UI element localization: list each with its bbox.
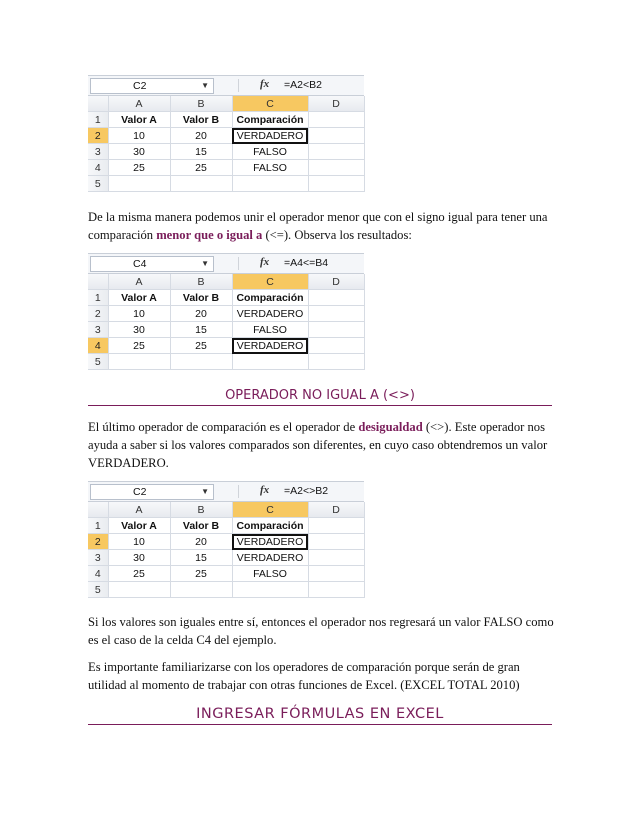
column-header-d[interactable]: D: [308, 502, 364, 518]
cell-grid: [88, 274, 365, 370]
cell[interactable]: Valor A: [108, 518, 170, 534]
row-header[interactable]: 5: [88, 582, 108, 598]
formula-bar: [88, 76, 364, 96]
paragraph-2-text-a: El último operador de comparación es el operador de: [88, 420, 359, 434]
cell[interactable]: [170, 354, 232, 370]
name-box[interactable]: [90, 78, 214, 94]
formula-bar: [88, 254, 364, 274]
cell[interactable]: VERDADERO: [232, 128, 308, 144]
section-heading-no-igual-text: OPERADOR NO IGUAL A (<>): [225, 388, 415, 403]
column-header-row: [88, 274, 364, 290]
formula-bar: [88, 482, 364, 502]
cell[interactable]: FALSO: [232, 160, 308, 176]
table-row: [88, 144, 364, 160]
table-row: [88, 534, 364, 550]
cell[interactable]: [308, 550, 364, 566]
row-header[interactable]: 3: [88, 322, 108, 338]
row-header[interactable]: 3: [88, 144, 108, 160]
cell[interactable]: [308, 354, 364, 370]
table-row: [88, 128, 364, 144]
cell[interactable]: VERDADERO: [232, 306, 308, 322]
column-header-c[interactable]: C: [232, 274, 308, 290]
table-row: [88, 322, 364, 338]
column-header-c[interactable]: C: [232, 502, 308, 518]
heading-rule: [88, 405, 552, 406]
paragraph-2-text-b: (<>). Este operador nos ayuda a saber si los valores comparados son diferentes, en cuyo caso obtendremos un valor VERDADERO.: [88, 420, 548, 470]
cell[interactable]: 10: [108, 306, 170, 322]
cell[interactable]: VERDADERO: [232, 338, 308, 354]
paragraph-3: Si los valores son iguales entre sí, entonces el operador nos regresará un valor FALSO como es el caso de la celda C4 del ejemplo.: [88, 615, 554, 647]
name-box[interactable]: [90, 256, 214, 272]
section-heading-ingresar-formulas-text: INGRESAR FÓRMULAS EN EXCEL: [196, 706, 444, 722]
table-row: [88, 160, 364, 176]
cell[interactable]: FALSO: [232, 566, 308, 582]
row-header[interactable]: 2: [88, 306, 108, 322]
cell[interactable]: Valor B: [170, 112, 232, 128]
column-header-a[interactable]: A: [108, 96, 170, 112]
column-header-d[interactable]: D: [308, 274, 364, 290]
paragraph-1-text-a: De la misma manera podemos unir el operador menor que con el signo igual para tener una comparación: [88, 210, 548, 242]
table-row: [88, 306, 364, 322]
cell[interactable]: Valor B: [170, 518, 232, 534]
cell[interactable]: 25: [108, 338, 170, 354]
row-header[interactable]: 5: [88, 354, 108, 370]
cell[interactable]: Comparación: [232, 518, 308, 534]
table-row: [88, 112, 364, 128]
table-row: [88, 176, 364, 192]
row-header[interactable]: 2: [88, 128, 108, 144]
section-heading-no-igual: [88, 388, 552, 403]
function-icon[interactable]: fx: [260, 484, 270, 496]
paragraph-4: Es importante familiarizarse con los operadores de comparación porque serán de gran utilidad al momento de trabajar con otras funciones de Excel. (EXCEL TOTAL 2010): [88, 660, 520, 692]
function-icon[interactable]: fx: [260, 78, 270, 90]
row-header[interactable]: 3: [88, 550, 108, 566]
spreadsheet-1: [88, 75, 364, 192]
cell[interactable]: [308, 144, 364, 160]
column-header-c[interactable]: C: [232, 96, 308, 112]
cell[interactable]: [308, 566, 364, 582]
select-all-corner[interactable]: [88, 96, 108, 112]
column-header-b[interactable]: B: [170, 96, 232, 112]
cell[interactable]: 10: [108, 128, 170, 144]
name-box-ref: C4: [133, 258, 147, 270]
cell[interactable]: [232, 176, 308, 192]
cell[interactable]: [108, 176, 170, 192]
cell[interactable]: [170, 176, 232, 192]
cell[interactable]: 30: [108, 144, 170, 160]
row-header[interactable]: 1: [88, 518, 108, 534]
formula-input[interactable]: =A2<>B2: [284, 485, 329, 497]
cell[interactable]: VERDADERO: [232, 550, 308, 566]
table-row: [88, 550, 364, 566]
cell[interactable]: 25: [170, 160, 232, 176]
cell[interactable]: VERDADERO: [232, 534, 308, 550]
paragraph-1: [88, 208, 558, 244]
cell[interactable]: FALSO: [232, 144, 308, 160]
table-row: [88, 518, 364, 534]
cell[interactable]: [308, 322, 364, 338]
cell[interactable]: [308, 518, 364, 534]
chevron-down-icon[interactable]: ▼: [201, 259, 209, 268]
term-desigualdad: desigualdad: [358, 420, 423, 434]
cell[interactable]: [308, 534, 364, 550]
row-header[interactable]: 5: [88, 176, 108, 192]
chevron-down-icon[interactable]: ▼: [201, 81, 209, 90]
column-header-row: [88, 502, 364, 518]
cell[interactable]: Comparación: [232, 290, 308, 306]
cell[interactable]: Valor A: [108, 112, 170, 128]
row-header[interactable]: 4: [88, 338, 108, 354]
column-header-a[interactable]: A: [108, 274, 170, 290]
cell[interactable]: 25: [170, 566, 232, 582]
formula-bar-divider: [238, 485, 239, 498]
spreadsheet-3: [88, 481, 364, 598]
cell[interactable]: [108, 582, 170, 598]
term-menor-que-o-igual: menor que o igual a: [156, 228, 263, 242]
cell-grid: [88, 96, 365, 192]
row-header[interactable]: 4: [88, 160, 108, 176]
heading-rule: [88, 724, 552, 725]
select-all-corner[interactable]: [88, 274, 108, 290]
paragraph-1-text-b: (<=). Observa los resultados:: [262, 228, 412, 242]
table-row: [88, 290, 364, 306]
cell[interactable]: 25: [170, 338, 232, 354]
row-header[interactable]: 1: [88, 112, 108, 128]
table-row: [88, 354, 364, 370]
cell[interactable]: Valor A: [108, 290, 170, 306]
cell[interactable]: [170, 582, 232, 598]
cell[interactable]: [308, 306, 364, 322]
chevron-down-icon[interactable]: ▼: [201, 487, 209, 496]
table-row: [88, 338, 364, 354]
cell[interactable]: FALSO: [232, 322, 308, 338]
cell-grid: [88, 502, 365, 598]
cell[interactable]: 20: [170, 534, 232, 550]
cell[interactable]: [308, 338, 364, 354]
cell[interactable]: [232, 582, 308, 598]
cell[interactable]: 20: [170, 306, 232, 322]
cell[interactable]: [308, 128, 364, 144]
cell[interactable]: 20: [170, 128, 232, 144]
column-header-d[interactable]: D: [308, 96, 364, 112]
name-box-ref: C2: [133, 80, 147, 92]
cell[interactable]: [308, 290, 364, 306]
cell[interactable]: 15: [170, 322, 232, 338]
table-row: [88, 566, 364, 582]
cell[interactable]: [308, 160, 364, 176]
formula-input[interactable]: =A4<=B4: [284, 257, 329, 269]
cell[interactable]: [308, 112, 364, 128]
cell[interactable]: 10: [108, 534, 170, 550]
row-header[interactable]: 4: [88, 566, 108, 582]
formula-bar-divider: [238, 79, 239, 92]
cell[interactable]: 25: [108, 160, 170, 176]
cell[interactable]: 15: [170, 144, 232, 160]
cell[interactable]: 15: [170, 550, 232, 566]
column-header-b[interactable]: B: [170, 274, 232, 290]
column-header-a[interactable]: A: [108, 502, 170, 518]
cell[interactable]: 30: [108, 322, 170, 338]
paragraph-2: [88, 418, 558, 472]
name-box-ref: C2: [133, 486, 147, 498]
section-heading-ingresar-formulas: [88, 706, 552, 722]
column-header-row: [88, 96, 364, 112]
cell[interactable]: [232, 354, 308, 370]
cell[interactable]: [308, 582, 364, 598]
name-box[interactable]: [90, 484, 214, 500]
cell[interactable]: [108, 354, 170, 370]
table-row: [88, 582, 364, 598]
formula-bar-divider: [238, 257, 239, 270]
cell[interactable]: 30: [108, 550, 170, 566]
cell[interactable]: Comparación: [232, 112, 308, 128]
formula-input[interactable]: =A2<B2: [284, 79, 322, 91]
row-header[interactable]: 1: [88, 290, 108, 306]
function-icon[interactable]: fx: [260, 256, 270, 268]
spreadsheet-2: [88, 253, 364, 370]
select-all-corner[interactable]: [88, 502, 108, 518]
cell[interactable]: 25: [108, 566, 170, 582]
cell[interactable]: Valor B: [170, 290, 232, 306]
row-header[interactable]: 2: [88, 534, 108, 550]
cell[interactable]: [308, 176, 364, 192]
column-header-b[interactable]: B: [170, 502, 232, 518]
